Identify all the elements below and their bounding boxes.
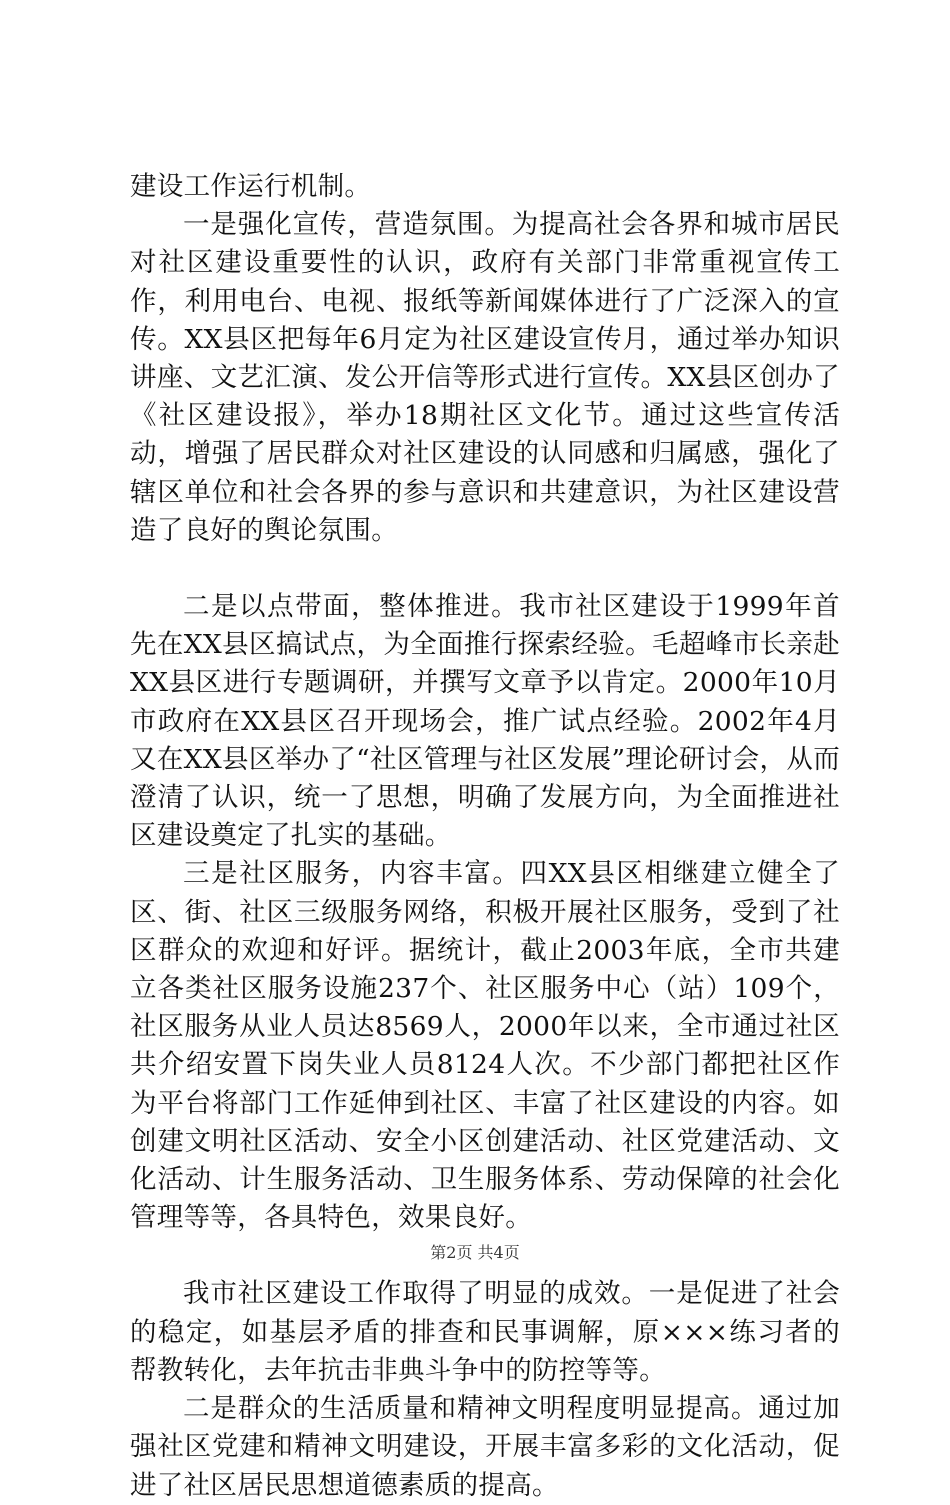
paragraph-services: 三是社区服务，内容丰富。四XX县区相继建立健全了区、街、社区三级服务网络，积极开展社区服务，受到了社区群众的欢迎和好评。据统计，截止2003年底，全市共建立各类社区服务设施237个、社区服务中心（站）109个，社区服务从业人员达8569人，2000年以来，全市通过社区共介绍安置下岗失业人员8124人次。不少部门都把社区作为平台将部门工作延伸到社区、丰富了社区建设的内容。如创建文明社区活动、安全小区创建活动、社区党建活动、文化活动、计生服务活动、卫生服务体系、劳动保障的社会化管理等等，各具特色，效果良好。: [130, 858, 840, 1234]
paragraph-quality: 二是群众的生活质量和精神文明程度明显提高。通过加强社区党建和精神文明建设，开展丰富多彩的文化活动，促进了社区居民思想道德素质的提高。: [130, 1393, 840, 1501]
paragraph-pilot: 二是以点带面，整体推进。我市社区建设于1999年首先在XX县区搞试点，为全面推行探索经验。毛超峰市长亲赴XX县区进行专题调研，并撰写文章予以肯定。2000年10月市政府在XX县区召开现场会，推广试点经验。2002年4月又在XX县区举办了“社区管理与社区发展”理论研讨会，从而澄清了认识，统一了思想，明确了发展方向，为全面推进社区建设奠定了扎实的基础。: [130, 591, 840, 852]
paragraph-publicity: 一是强化宣传，营造氛围。为提高社会各界和城市居民对社区建设重要性的认识，政府有关部门非常重视宣传工作，利用电台、电视、报纸等新闻媒体进行了广泛深入的宣传。XX县区把每年6月定为社区建设宣传月，通过举办知识讲座、文艺汇演、发公开信等形式进行宣传。XX县区创办了《社区建设报》，举办18期社区文化节。通过这些宣传活动，增强了居民群众对社区建设的认同感和归属感，强化了辖区单位和社会各界的参与意识和共建意识，为社区建设营造了良好的舆论氛围。: [130, 209, 840, 546]
paragraph-continuation: 建设工作运行机制。: [130, 171, 372, 202]
page-footer: 第2页 共4页: [430, 1243, 520, 1262]
document-body: [130, 168, 840, 1505]
paragraph-results: 我市社区建设工作取得了明显的成效。一是促进了社会的稳定，如基层矛盾的排查和民事调解，原×××练习者的帮教转化，去年抗击非典斗争中的防控等等。: [130, 1278, 840, 1386]
